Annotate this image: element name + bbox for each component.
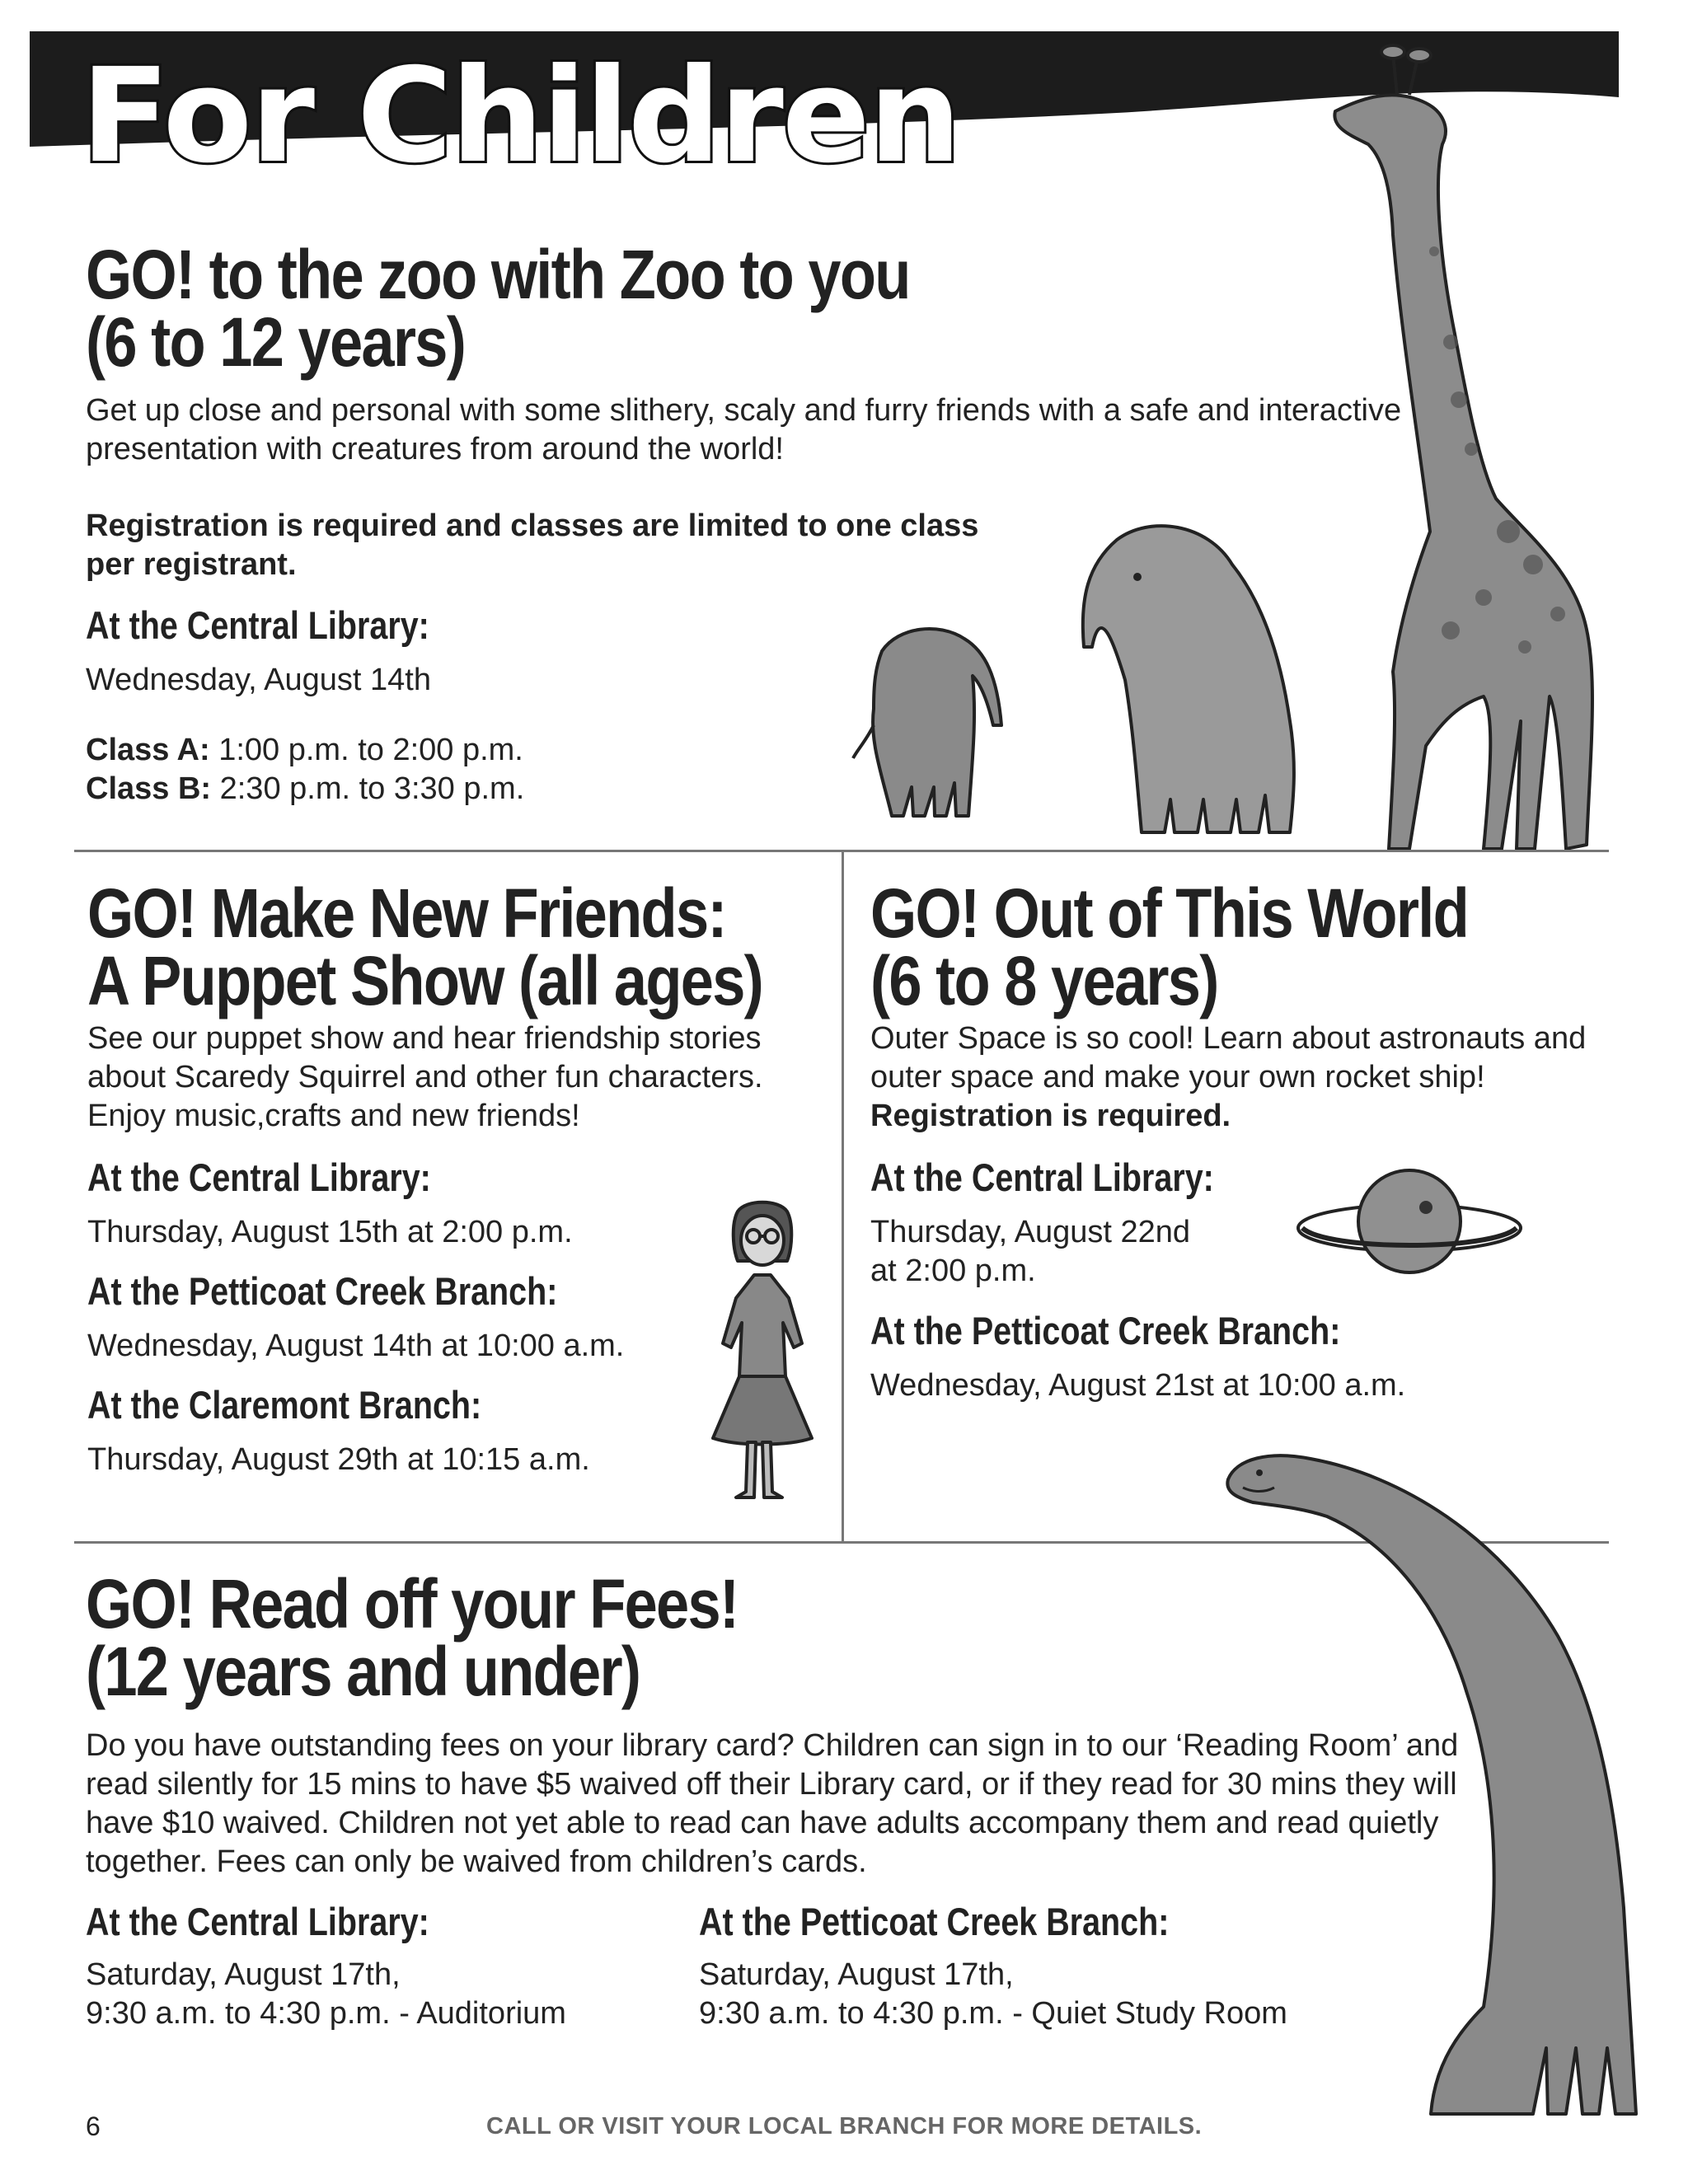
puppet-title-line1: GO! Make New Friends: [87,874,726,952]
fees-session-1-when-line1: Saturday, August 17th, [86,1957,401,1992]
puppet-title [87,874,763,1019]
space-session-1-when-line1: Thursday, August 22nd [870,1215,1190,1249]
space-title-line2: (6 to 8 years) [870,942,1218,1019]
zoo-title [86,236,1220,381]
puppet-session-1-when: Thursday, August 15th at 2:00 p.m. [87,1215,573,1249]
page-number: 6 [86,2111,101,2141]
zoo-location: At the Central Library: [86,603,429,647]
zoo-class-a-label: Class A: [86,733,210,767]
puppet-session-3-when: Thursday, August 29th at 10:15 a.m. [87,1442,590,1477]
zoo-class-a-time: 1:00 p.m. to 2:00 p.m. [209,733,523,767]
fees-description: Do you have outstanding fees on your library card? Children can sign in to our ‘Reading Room’ and read silently for 15 mins to have $5 waived off their Library card, or if they read for 30 mins they will have $10 waived. Children not yet able to read can have adults accompany them and read quietly together. Fees can only be waived from children’s cards. [86,1728,1459,1879]
space-title [870,874,1468,1019]
fees-title-line2: (12 years and under) [86,1633,640,1710]
zoo-class-a [86,731,524,770]
space-registration: Registration is required. [870,1099,1231,1133]
fees-section [86,1565,844,1710]
space-session-1-location: At the Central Library: [870,1155,1214,1199]
zoo-classes [86,731,524,808]
small-elephant-illustration [849,618,1006,824]
zoo-registration-line1: Registration is required and classes are limited to one class [86,509,979,543]
footer-note: CALL OR VISIT YOUR LOCAL BRANCH FOR MORE DETAILS. [486,2113,1203,2139]
fees-session-2-location: At the Petticoat Creek Branch: [699,1900,1170,1943]
puppet-title-line2: A Puppet Show (all ages) [87,942,763,1019]
space-title-line1: GO! Out of This World [870,874,1468,952]
space-description-text: Outer Space is so cool! Learn about astronauts and outer space and make your own rocket ship! [870,1021,1587,1094]
zoo-registration-line2: per registrant. [86,547,297,582]
space-section [870,874,1565,1019]
zoo-description: Get up close and personal with some slithery, scaly and furry friends with a safe and interactive presentation with creatures from around the world! [86,393,1402,466]
girl-illustration [696,1199,828,1504]
fees-session-1-when [86,1956,566,2033]
zoo-section [86,236,1404,381]
puppet-session-2-when: Wednesday, August 14th at 10:00 a.m. [87,1329,625,1363]
fees-session-1-when-line2: 9:30 a.m. to 4:30 p.m. - Auditorium [86,1996,566,2031]
fees-session-1-location: At the Central Library: [86,1900,429,1943]
puppet-session-2-location: At the Petticoat Creek Branch: [87,1269,558,1313]
puppet-session-3-location: At the Claremont Branch: [87,1383,482,1427]
page-title: For Children [81,40,960,192]
fees-title-line1: GO! Read off your Fees! [86,1565,738,1643]
zoo-title-line2: (6 to 12 years) [86,303,466,381]
fees-session-2-when-line2: 9:30 a.m. to 4:30 p.m. - Quiet Study Room [699,1996,1287,2031]
zoo-title-line1: GO! to the zoo with Zoo to you [86,236,910,313]
zoo-class-b [86,770,524,808]
space-session-1-when [870,1213,1190,1291]
puppet-description: See our puppet show and hear friendship stories about Scaredy Squirrel and other fun characters. Enjoy music,crafts and new friends! [87,1021,763,1133]
space-session-2-location: At the Petticoat Creek Branch: [870,1309,1341,1352]
space-description [870,1019,1596,1136]
puppet-section [87,874,872,1019]
fees-session-2-when [699,1956,1287,2033]
fees-session-2-when-line1: Saturday, August 17th, [699,1957,1014,1992]
puppet-session-1-location: At the Central Library: [87,1155,431,1199]
planet-illustration [1294,1162,1525,1286]
zoo-class-b-label: Class B: [86,771,212,806]
zoo-class-b-time: 2:30 p.m. to 3:30 p.m. [211,771,525,806]
zoo-date: Wednesday, August 14th [86,663,432,697]
space-session-1-when-line2: at 2:00 p.m. [870,1254,1036,1288]
fees-title [86,1565,738,1710]
zoo-registration [86,507,1157,584]
space-session-2-when: Wednesday, August 21st at 10:00 a.m. [870,1368,1406,1403]
